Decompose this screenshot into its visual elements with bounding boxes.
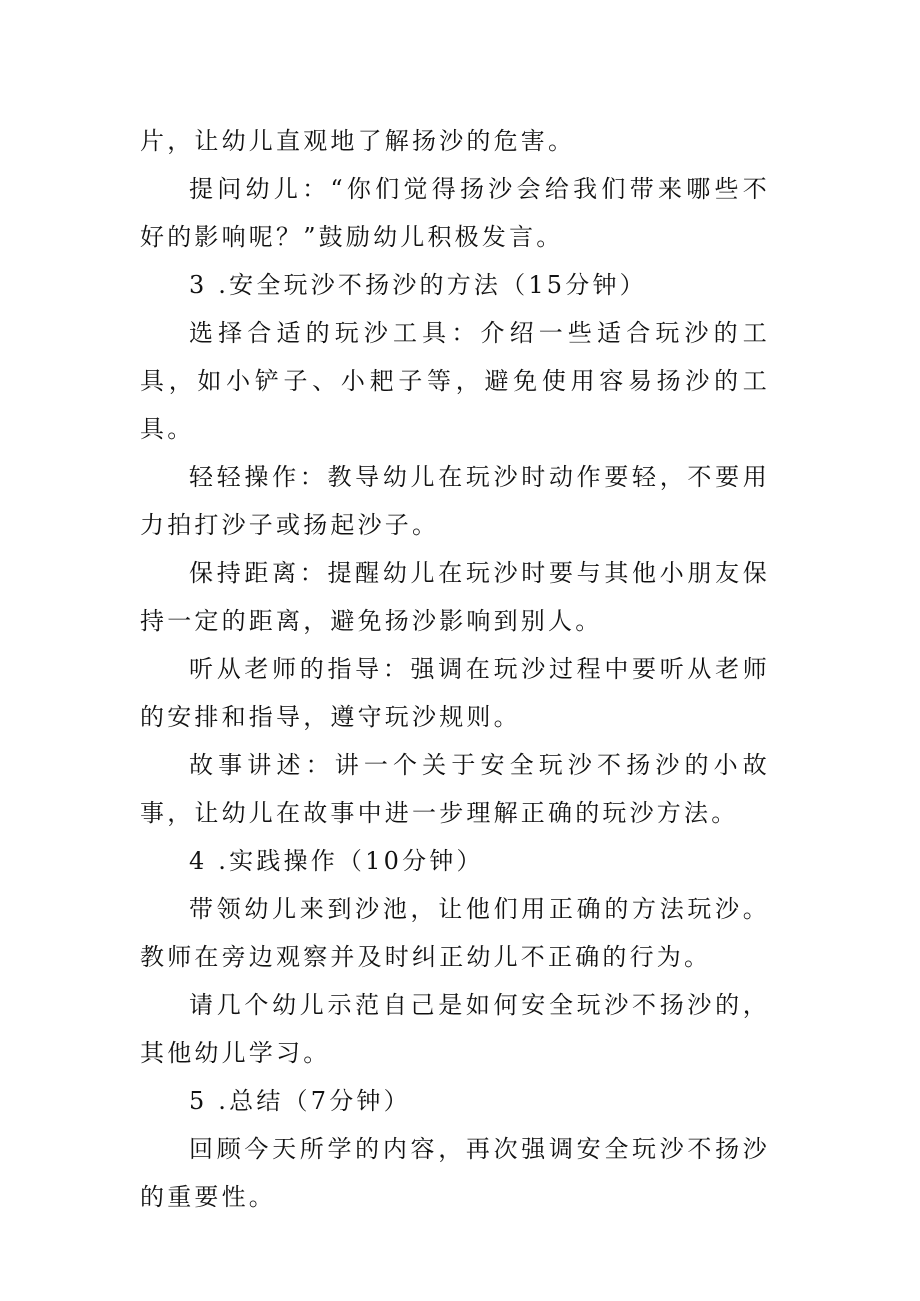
paragraph-question: 提问幼儿：“你们觉得扬沙会给我们带来哪些不好的影响呢？”鼓励幼儿积极发言。 [140, 175, 770, 251]
paragraph-tools: 选择合适的玩沙工具：介绍一些适合玩沙的工具，如小铲子、小耙子等，避免使用容易扬沙的工具。 [140, 319, 770, 443]
paragraph-summary: 回顾今天所学的内容，再次强调安全玩沙不扬沙的重要性。 [140, 1135, 770, 1211]
paragraph-continuation: 片，让幼儿直观地了解扬沙的危害。 [140, 127, 576, 155]
paragraph-gentle-operation: 轻轻操作：教导幼儿在玩沙时动作要轻，不要用力拍打沙子或扬起沙子。 [140, 463, 770, 539]
section-heading-5: 5 .总结（7分钟） [189, 1087, 411, 1115]
paragraph-follow-teacher: 听从老师的指导：强调在玩沙过程中要听从老师的安排和指导，遵守玩沙规则。 [140, 655, 770, 731]
paragraph-practice: 带领幼儿来到沙池，让他们用正确的方法玩沙。教师在旁边观察并及时纠正幼儿不正确的行为。 [140, 895, 770, 971]
paragraph-story: 故事讲述：讲一个关于安全玩沙不扬沙的小故事，让幼儿在故事中进一步理解正确的玩沙方法。 [140, 751, 770, 827]
paragraph-demonstration: 请几个幼儿示范自己是如何安全玩沙不扬沙的，其他幼儿学习。 [140, 991, 770, 1067]
section-heading-4: 4 .实践操作（10分钟） [189, 847, 484, 875]
section-heading-3: 3 .安全玩沙不扬沙的方法（15分钟） [189, 271, 647, 299]
paragraph-keep-distance: 保持距离：提醒幼儿在玩沙时要与其他小朋友保持一定的距离，避免扬沙影响到别人。 [140, 559, 770, 635]
document-body [140, 117, 770, 1221]
